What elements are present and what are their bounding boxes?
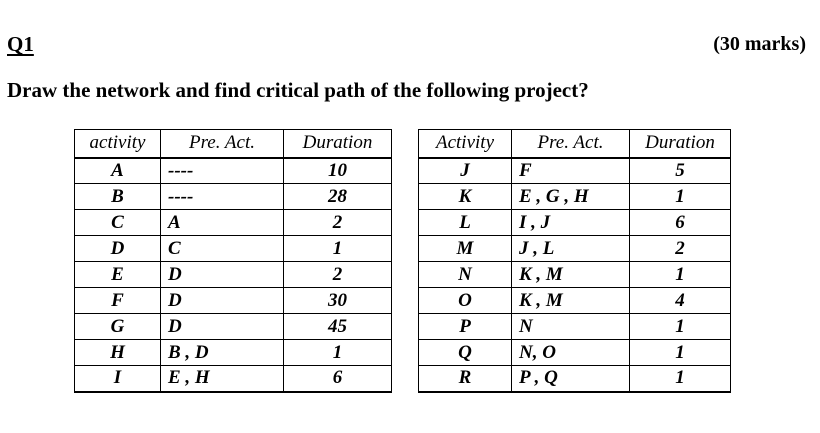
cell-activity: A (75, 158, 161, 184)
cell-duration: 2 (284, 210, 392, 236)
cell-duration: 6 (284, 366, 392, 392)
question-text: Draw the network and find critical path of the following project? (7, 78, 589, 102)
column-header-pre-act: Pre. Act. (512, 130, 630, 158)
activity-table-left (74, 129, 392, 393)
column-header-activity: activity (75, 130, 161, 158)
cell-activity: B (75, 184, 161, 210)
cell-duration: 2 (284, 262, 392, 288)
cell-activity: M (419, 236, 512, 262)
cell-pre-act: F (512, 158, 630, 184)
cell-duration: 45 (284, 314, 392, 340)
cell-activity: D (75, 236, 161, 262)
cell-activity: E (75, 262, 161, 288)
table-row (75, 340, 392, 366)
cell-duration: 1 (630, 314, 731, 340)
cell-activity: P (419, 314, 512, 340)
table-row (75, 210, 392, 236)
table-row (75, 314, 392, 340)
cell-activity: K (419, 184, 512, 210)
table-row (75, 158, 392, 184)
column-header-duration: Duration (284, 130, 392, 158)
cell-duration: 28 (284, 184, 392, 210)
cell-duration: 1 (284, 340, 392, 366)
cell-pre-act: ---- (161, 158, 284, 184)
cell-duration: 1 (630, 262, 731, 288)
cell-duration: 4 (630, 288, 731, 314)
column-header-activity: Activity (419, 130, 512, 158)
cell-duration: 6 (630, 210, 731, 236)
table-row (419, 340, 731, 366)
table-row (75, 184, 392, 210)
cell-pre-act: N, O (512, 340, 630, 366)
table-row (419, 158, 731, 184)
table-row (419, 262, 731, 288)
cell-activity: L (419, 210, 512, 236)
cell-pre-act: C (161, 236, 284, 262)
cell-activity: R (419, 366, 512, 392)
cell-pre-act: I , J (512, 210, 630, 236)
cell-activity: I (75, 366, 161, 392)
table-row (75, 366, 392, 392)
marks-label: (30 marks) (713, 33, 806, 55)
column-header-duration: Duration (630, 130, 731, 158)
cell-activity: J (419, 158, 512, 184)
cell-pre-act: E , G , H (512, 184, 630, 210)
table-row (419, 210, 731, 236)
cell-activity: F (75, 288, 161, 314)
cell-pre-act: N (512, 314, 630, 340)
table-row (75, 288, 392, 314)
cell-duration: 1 (284, 236, 392, 262)
cell-pre-act: D (161, 314, 284, 340)
table-row (75, 262, 392, 288)
cell-pre-act: J , L (512, 236, 630, 262)
cell-activity: H (75, 340, 161, 366)
cell-pre-act: D (161, 288, 284, 314)
cell-activity: G (75, 314, 161, 340)
cell-pre-act: ---- (161, 184, 284, 210)
cell-pre-act: E , H (161, 366, 284, 392)
cell-pre-act: B , D (161, 340, 284, 366)
column-header-pre-act: Pre. Act. (161, 130, 284, 158)
cell-pre-act: P , Q (512, 366, 630, 392)
cell-pre-act: K , M (512, 262, 630, 288)
cell-duration: 10 (284, 158, 392, 184)
cell-activity: N (419, 262, 512, 288)
cell-activity: O (419, 288, 512, 314)
cell-activity: C (75, 210, 161, 236)
cell-pre-act: D (161, 262, 284, 288)
cell-pre-act: A (161, 210, 284, 236)
cell-duration: 1 (630, 340, 731, 366)
cell-duration: 1 (630, 184, 731, 210)
cell-duration: 2 (630, 236, 731, 262)
table-header-row (419, 130, 731, 158)
question-number: Q1 (7, 32, 34, 56)
table-row (75, 236, 392, 262)
table-row (419, 366, 731, 392)
cell-pre-act: K , M (512, 288, 630, 314)
table-row (419, 236, 731, 262)
cell-activity: Q (419, 340, 512, 366)
cell-duration: 5 (630, 158, 731, 184)
activity-table-right (418, 129, 731, 393)
table-row (419, 288, 731, 314)
cell-duration: 1 (630, 366, 731, 392)
table-header-row (75, 130, 392, 158)
table-row (419, 314, 731, 340)
table-row (419, 184, 731, 210)
cell-duration: 30 (284, 288, 392, 314)
